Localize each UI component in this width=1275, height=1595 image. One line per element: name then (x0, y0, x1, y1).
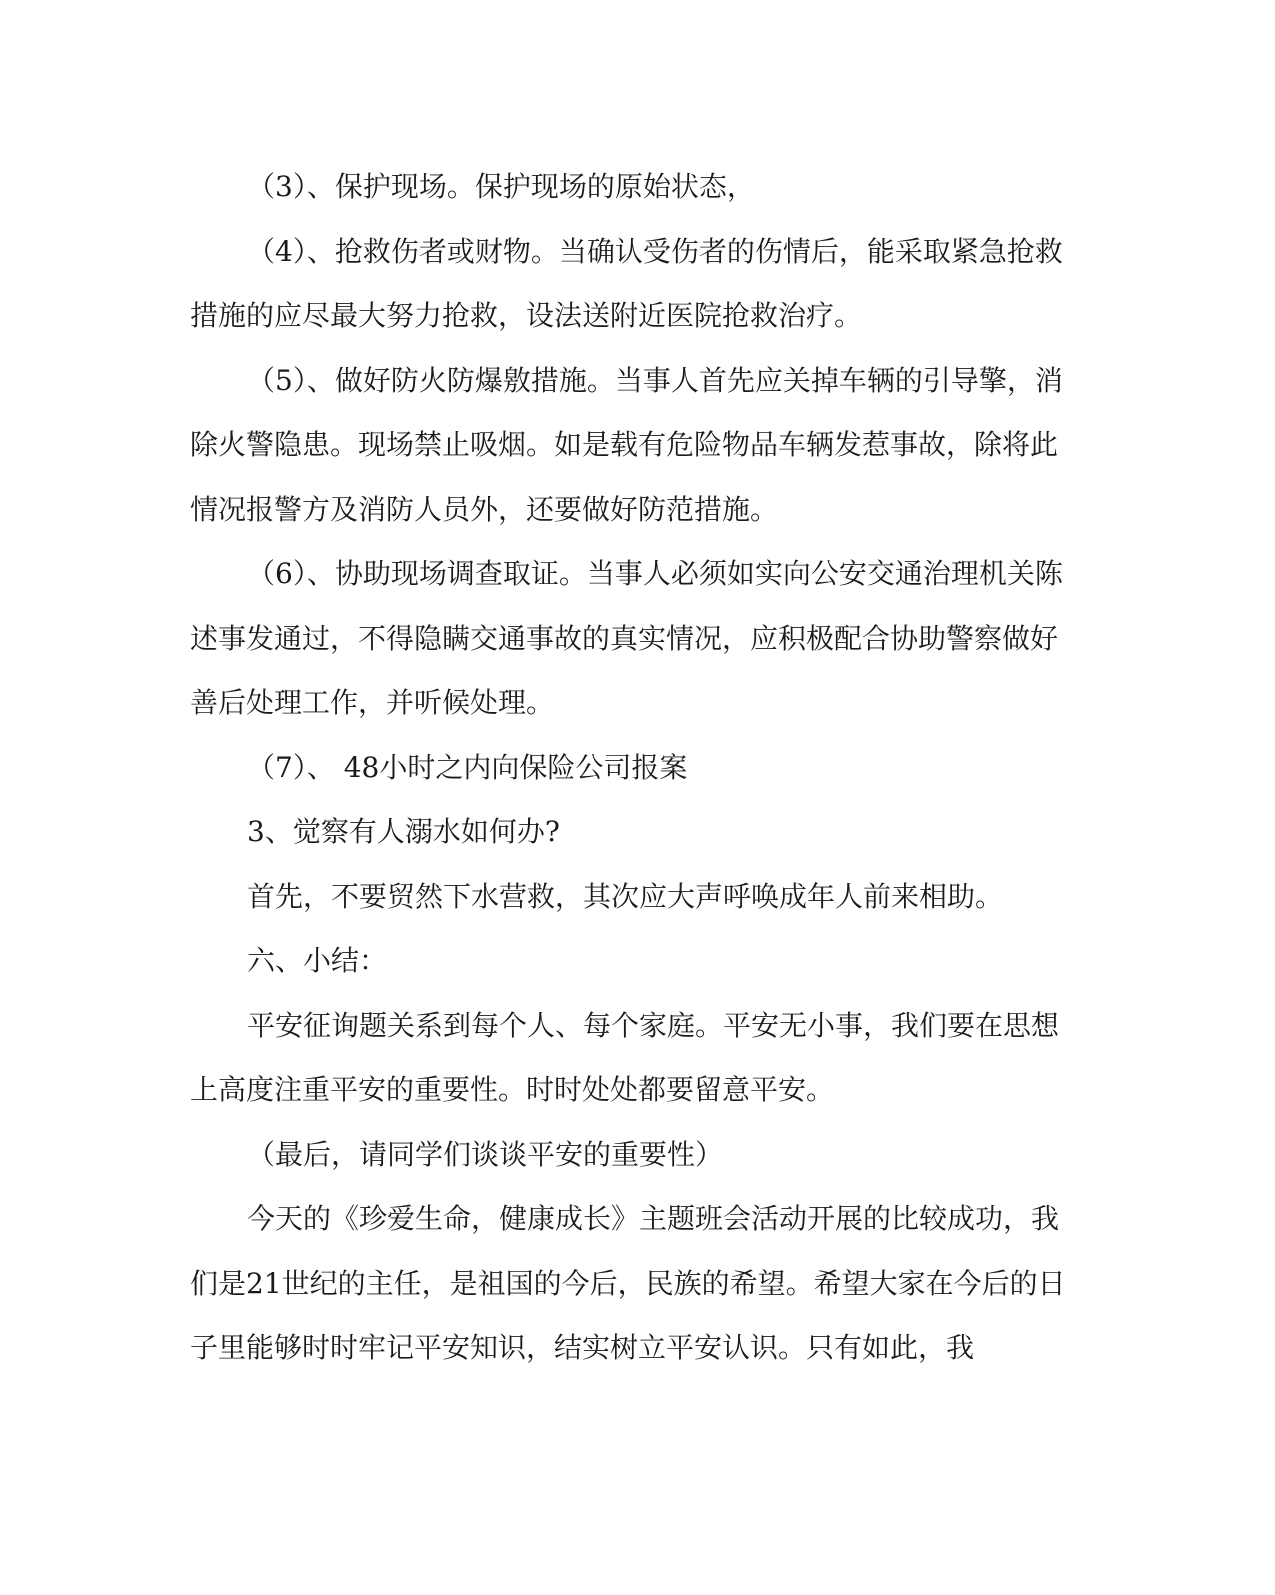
paragraph-summary: 平安征询题关系到每个人、每个家庭。平安无小事，我们要在思想上高度注重平安的重要性。时时处处都要留意平安。 (190, 1008, 1060, 1106)
document-body (190, 155, 1070, 1381)
paragraph-discussion-note: （最后，请同学们谈谈平安的重要性） (247, 1137, 724, 1171)
paragraph-drowning-answer: 首先，不要贸然下水营救，其次应大声呼唤成年人前来相助。 (247, 879, 1004, 913)
paragraph-drowning-question: 3、觉察有人溺水如何办? (247, 815, 560, 848)
paragraph-closing: 今天的《珍爱生命，健康成长》主题班会活动开展的比较成功，我们是21世纪的主任，是祖国的今后，民族的希望。希望大家在今后的日子里能够时时牢记平安知识，结实树立平安认识。只有如此，我 (190, 1202, 1066, 1364)
paragraph-step-5: （5）、做好防火防爆敫措施。当事人首先应关掉车辆的引导擎，消除火警隐患。现场禁止吸烟。如是载有危险物品车辆发惹事故，除将此情况报警方及消防人员外，还要做好防范措施。 (190, 363, 1063, 526)
paragraph-step-3: （3）、保护现场。保护现场的原始状态， (247, 170, 755, 203)
paragraph-step-4: （4）、抢救伤者或财物。当确认受伤者的伤情后，能采取紧急抢救措施的应尽最大努力抢救，设法送附近医院抢救治疗。 (190, 234, 1063, 332)
paragraph-step-7: （7）、 48小时之内向保险公司报案 (247, 750, 688, 784)
paragraph-step-6: （6）、协助现场调查取证。当事人必须如实向公安交通治理机关陈述事发通过，不得隐瞒交通事故的真实情况，应积极配合协助警察做好善后处理工作，并听候处理。 (190, 557, 1063, 719)
section-heading-summary: 六、小结： (247, 944, 388, 977)
